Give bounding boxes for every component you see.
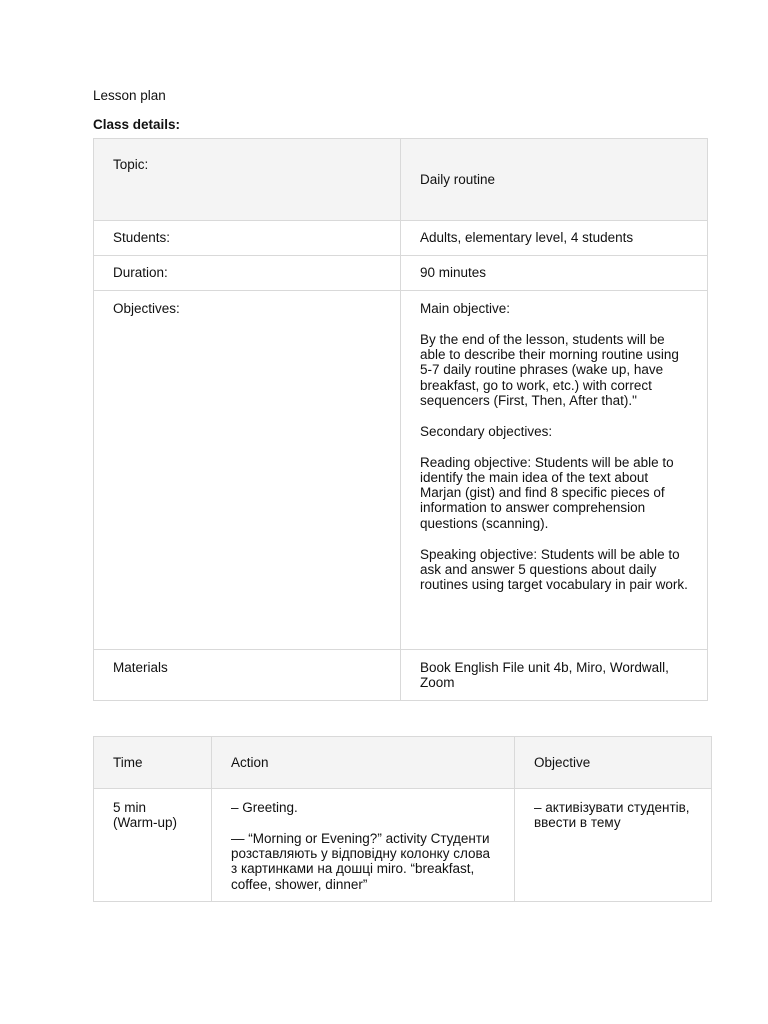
class-details-table: [93, 138, 708, 701]
stage-action: [212, 789, 514, 892]
materials-value: Book English File unit 4b, Miro, Wordwall, Zoom: [420, 660, 669, 691]
topic-label: Topic:: [113, 157, 149, 172]
table-row-duration: [94, 256, 708, 291]
duration-value: 90 minutes: [420, 265, 487, 280]
stage-action-activity: — “Morning or Evening?” activity Студенти розставляють у відповідну колонку слова з картинками на дошці miro. “breakfast, coffee, shower, dinner”: [231, 830, 491, 892]
materials-label: Materials: [113, 660, 168, 675]
header-time: Time: [113, 755, 143, 770]
table-row-topic: [94, 139, 708, 221]
table-row: [94, 789, 712, 902]
stage-time-name: (Warm-up): [113, 815, 177, 831]
duration-label: Duration:: [113, 265, 168, 280]
main-objective-heading: Main objective:: [420, 301, 511, 316]
class-details-heading: Class details:: [93, 117, 181, 132]
objectives-value: [401, 291, 707, 592]
students-value: Adults, elementary level, 4 students: [420, 230, 634, 245]
reading-objective: Reading objective: Students will be able to identify the main idea of the text about Marjan (gist) and find 8 specific pieces of information to answer comprehension questions (scanning).: [420, 454, 674, 531]
secondary-objectives-heading: Secondary objectives:: [420, 423, 553, 439]
topic-value: Daily routine: [420, 172, 496, 187]
students-label: Students:: [113, 230, 171, 245]
stage-time: [94, 789, 211, 831]
stage-time-duration: 5 min: [113, 800, 147, 815]
header-action: Action: [231, 755, 269, 770]
objectives-label: Objectives:: [113, 301, 180, 316]
main-objective-text: By the end of the lesson, students will be able to describe their morning routine using 5-7 daily routine phrases (wake up, have breakfast, go to work, etc.) with correct sequencers (First, Then, After that).": [420, 331, 679, 408]
document-title: Lesson plan: [93, 88, 166, 103]
table-row-objectives: [94, 291, 708, 650]
table-header-row: [94, 737, 712, 789]
speaking-objective: Speaking objective: Students will be able to ask and answer 5 questions about daily routines using target vocabulary in pair work.: [420, 546, 688, 593]
stage-action-greeting: – Greeting.: [231, 800, 298, 815]
header-objective: Objective: [534, 755, 591, 770]
table-row-students: [94, 221, 708, 256]
table-row-materials: [94, 650, 708, 701]
lesson-stages-table: [93, 736, 712, 902]
stage-objective: – активізувати студентів, ввести в тему: [534, 800, 690, 831]
